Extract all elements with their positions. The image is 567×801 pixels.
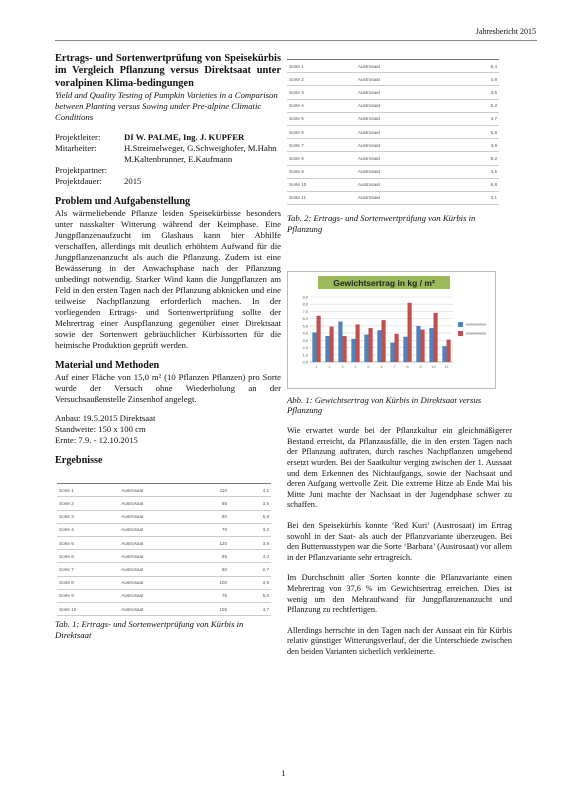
x-tick-label: 5 [367, 363, 370, 369]
table-row [57, 589, 271, 602]
table-cell: Sorte 6 [57, 550, 119, 563]
table-cell [229, 536, 241, 549]
x-tick-label: 6 [380, 363, 383, 369]
table-row [287, 165, 499, 178]
table-row [287, 191, 499, 204]
y-tick-label: 3,0 [302, 337, 308, 343]
table-cell: 70 [195, 523, 229, 536]
bar-series-2 [317, 315, 321, 361]
table-cell [440, 152, 453, 165]
table-cell: Sorte 4 [57, 523, 119, 536]
table-cell: 3,6 [241, 497, 271, 510]
table-cell [440, 112, 453, 125]
project-value: 2015 [124, 176, 142, 187]
table-cell: 75 [195, 589, 229, 602]
table-cell: 3,2 [241, 523, 271, 536]
table-row [57, 536, 271, 549]
table-cell: Austrosaat [356, 86, 440, 99]
table-row [287, 112, 499, 125]
table-row [57, 523, 271, 536]
table-cell: Sorte 1 [287, 60, 356, 73]
bar-series-1 [364, 334, 368, 361]
table-cell: Austrosaat [119, 602, 195, 615]
results-table-planting [287, 50, 499, 205]
table-cell [453, 139, 466, 152]
table-cell [453, 99, 466, 112]
bar-series-1 [442, 346, 446, 362]
table-cell: 5,0 [241, 589, 271, 602]
table-cell: 85 [195, 497, 229, 510]
table-cell [440, 191, 453, 204]
x-tick-label: 4 [354, 363, 357, 369]
table-cell: Austrosaat [119, 550, 195, 563]
left-column [55, 53, 281, 641]
table-header-row [287, 50, 499, 60]
table-cell: Austrosaat [356, 139, 440, 152]
table-cell [440, 60, 453, 73]
y-tick-label: 5,0 [302, 323, 308, 329]
bar-series-2 [382, 320, 386, 362]
x-tick-label: 3 [341, 363, 344, 369]
table-cell: Sorte 5 [287, 112, 356, 125]
bar-series-2 [356, 324, 360, 362]
table-cell: Sorte 8 [287, 152, 356, 165]
table-cell: 90 [195, 510, 229, 523]
page-number: 1 [281, 768, 286, 778]
article-subtitle: Yield and Quality Testing of Pumpkin Varieties in a Comparison between Planting versus Sowing under Pre-alpine Climatic Conditions [55, 90, 278, 123]
bar-series-2 [421, 329, 425, 362]
table-cell [229, 484, 241, 497]
bar-series-1 [325, 336, 329, 362]
table-cell: 100 [195, 576, 229, 589]
table-cell [440, 99, 453, 112]
y-tick-label: 2,0 [302, 344, 308, 350]
problem-text: Als wärmeliebende Pflanze leiden Speisekürbisse besonders unter nasskalter Witterung während der Keimphase. Eine Jungpflanzenaufzucht im Glashaus kann hier Abhilfe verschaffen, allerdings mit deutlich erhöhtem Aufwand für die Jungpflanzenanzucht als auch die Pflanzung. Zudem ist eine Bewässerung in der Anwachsphase nach der Pflanzung unbedingt notwendig. Starker Wind kann die Jungpflanzen am Feld in den ersten Tagen nach der Pflanzung abknicken und eine teilweise Nachpflanzung erforderlich machen. In der vorliegenden Ertrags- und Sortenwertprüfung sollte der Mehrertrag einer Auspflanzung gegenüber einer Direktsaat sowie der Sortenwert gebräuchlicher Kürbissorten für die heimische Produktion geprüft werden. [55, 208, 281, 351]
table-row [57, 484, 271, 497]
table-cell: 6,8 [465, 178, 499, 191]
table-cell [229, 523, 241, 536]
table-cell: Sorte 9 [287, 165, 356, 178]
table-cell: 4,5 [465, 165, 499, 178]
bar-series-2 [434, 313, 438, 362]
legend-swatch [458, 331, 463, 336]
x-tick-label: 7 [393, 363, 396, 369]
x-tick-label: 11 [444, 363, 449, 369]
y-tick-label: 0,0 [302, 359, 308, 365]
table-cell [229, 589, 241, 602]
table-cell: Sorte 11 [287, 191, 356, 204]
y-tick-label: 1,0 [302, 351, 308, 357]
table-1-caption: Tab. 1: Ertrags- und Sortenwertprüfung von Kürbis in Direktsaat [55, 619, 244, 640]
table-cell [440, 165, 453, 178]
bar-series-1 [390, 342, 394, 362]
table-cell: 4,4 [241, 550, 271, 563]
table-cell [229, 563, 241, 576]
table-row [57, 563, 271, 576]
table-cell: Sorte 5 [57, 536, 119, 549]
x-tick-label: 10 [431, 363, 436, 369]
table-cell [453, 73, 466, 86]
table-cell: 3,1 [465, 191, 499, 204]
table-cell: Austrosaat [119, 523, 195, 536]
y-tick-label: 9,0 [302, 294, 308, 300]
table-cell [229, 576, 241, 589]
table-cell [229, 602, 241, 615]
table-2 [287, 50, 499, 205]
table-row [57, 602, 271, 615]
table-row [287, 60, 499, 73]
table-cell [453, 125, 466, 138]
yield-chart [287, 271, 496, 389]
table-cell [453, 191, 466, 204]
table-row [57, 576, 271, 589]
results-table-direct-sowing [57, 474, 271, 616]
y-tick-label: 7,0 [302, 308, 308, 314]
table-cell [453, 178, 466, 191]
table-cell: 3,5 [241, 576, 271, 589]
table-cell [440, 178, 453, 191]
table-cell [229, 510, 241, 523]
article-title: Ertrags- und Sortenwertprüfung von Speisekürbis im Vergleich Pflanzung versus Direktsaat unter voralpinen Klima-bedingungen [55, 53, 281, 89]
table-cell: 4,7 [241, 602, 271, 615]
discussion-paragraph: Allerdings herrschte in den Tagen nach der Aussaat ein für Kürbis relativ günstiger Witterungsverlauf, der die Unterschiede zwischen den beiden Varianten sicherlich verkleinerte. [287, 625, 512, 656]
table-cell: 8,2 [465, 152, 499, 165]
methods-text: Auf einer Fläche von 15,0 m² (10 Pflanzen Pflanzen) pro Sorte wurde der Versuch ohne Wiederholung an der Versuchsaußenstelle Zinsenhof angelegt. [55, 372, 281, 405]
table-cell: Sorte 7 [57, 563, 119, 576]
x-tick-label: 9 [419, 363, 422, 369]
heading-methods: Material und Methoden [55, 360, 160, 372]
table-cell: Austrosaat [119, 563, 195, 576]
table-cell [440, 73, 453, 86]
table-cell: Sorte 6 [287, 125, 356, 138]
project-key: Projektdauer: [55, 176, 102, 187]
table-cell: 110 [195, 484, 229, 497]
table-cell: Austrosaat [119, 484, 195, 497]
bar-series-2 [343, 336, 347, 362]
table-cell: 95 [195, 550, 229, 563]
table-cell: Sorte 3 [287, 86, 356, 99]
x-tick-label: 1 [315, 363, 318, 369]
table-cell [453, 86, 466, 99]
table-cell: Austrosaat [356, 191, 440, 204]
project-row [55, 176, 281, 187]
x-tick-label: 8 [406, 363, 409, 369]
table-row [287, 139, 499, 152]
table-row [287, 152, 499, 165]
project-row [55, 132, 281, 143]
discussion-paragraph: Bei den Speisekürbis konnte ‘Red Kuri’ (Austrosaat) im Ertrag sowohl in der Saat- als auch der Pflanzvariante überzeugen. Bei den Butternusstypen war die Sorte ‘Barbara’ (Austrosaat) vor allem in der Pflanzvariante sehr ertragreich. [287, 521, 512, 562]
table-cell: 3,8 [241, 536, 271, 549]
project-key: Projektpartner: [55, 165, 108, 176]
project-info [55, 132, 281, 187]
table-cell: 105 [195, 602, 229, 615]
bar-series-2 [395, 333, 399, 361]
table-cell: Austrosaat [119, 536, 195, 549]
table-cell: Austrosaat [356, 125, 440, 138]
table-cell: Austrosaat [119, 510, 195, 523]
bar-series-1 [403, 336, 407, 361]
discussion [287, 426, 512, 657]
heading-problem: Problem und Aufgabenstellung [55, 196, 191, 208]
table-cell [440, 139, 453, 152]
table-cell [453, 152, 466, 165]
table-cell: Sorte 3 [57, 510, 119, 523]
y-tick-label: 4,0 [302, 330, 308, 336]
table-cell: Austrosaat [119, 589, 195, 602]
table-cell: Austrosaat [356, 99, 440, 112]
bar-series-2 [408, 302, 412, 361]
table-cell [453, 60, 466, 73]
table-1 [57, 474, 271, 616]
bar-series-1 [429, 328, 433, 362]
project-value: H.Streimelweger, G.Schweighofer, M.Hahn M.Kaltenbrunner, E.Kaufmann [124, 143, 277, 165]
bar-series-1 [351, 339, 355, 362]
y-tick-label: 8,0 [302, 301, 308, 307]
table-cell: 3,9 [465, 139, 499, 152]
figure-1-caption: Abb. 1: Gewichtsertrag von Kürbis in Direktsaat versus Pflanzung [287, 394, 482, 416]
table-cell: Sorte 9 [57, 589, 119, 602]
legend-swatch [458, 322, 463, 327]
table-cell [229, 550, 241, 563]
yield-chart-svg [288, 272, 495, 388]
table-cell: Sorte 1 [57, 484, 119, 497]
heading-results: Ergebnisse [55, 455, 103, 467]
table-cell: Austrosaat [356, 60, 440, 73]
methods-date: Anbau: 19.5.2015 Direktsaat [55, 413, 156, 424]
table-cell [453, 112, 466, 125]
right-column [287, 50, 512, 668]
bar-series-1 [377, 330, 381, 362]
table-cell: 4,1 [241, 484, 271, 497]
bar-series-2 [447, 339, 451, 361]
table-cell: Austrosaat [119, 576, 195, 589]
table-row [57, 550, 271, 563]
table-cell: 60 [195, 563, 229, 576]
table-cell: Sorte 8 [57, 576, 119, 589]
table-cell: 4,7 [465, 112, 499, 125]
methods-date: Standweite: 150 x 100 cm [55, 424, 146, 435]
header-divider [55, 40, 537, 41]
table-cell: Sorte 2 [57, 497, 119, 510]
table-cell: 6,4 [465, 60, 499, 73]
table-cell: 120 [195, 536, 229, 549]
table-row [57, 497, 271, 510]
table-cell: 3,6 [465, 86, 499, 99]
x-tick-label: 2 [328, 363, 331, 369]
table-cell: Sorte 10 [57, 602, 119, 615]
table-cell: 4,9 [465, 73, 499, 86]
y-tick-label: 6,0 [302, 315, 308, 321]
project-value: DI W. PALME, Ing. J. KUPFER [124, 132, 245, 143]
project-key: Mitarbeiter: [55, 143, 97, 154]
project-row [55, 143, 281, 165]
bar-series-1 [416, 326, 420, 362]
bar-series-1 [338, 321, 342, 361]
table-cell: Austrosaat [356, 178, 440, 191]
table-row [287, 178, 499, 191]
table-row [287, 125, 499, 138]
chart-title: Gewichtsertrag in kg / m² [333, 277, 435, 288]
project-value [124, 165, 281, 176]
report-header: Jahresbericht 2015 [475, 27, 536, 36]
table-cell: Sorte 7 [287, 139, 356, 152]
table-row [57, 510, 271, 523]
project-key: Projektleiter: [55, 132, 101, 143]
table-cell: Austrosaat [356, 165, 440, 178]
table-cell: 2,7 [241, 563, 271, 576]
table-cell [440, 125, 453, 138]
table-row [287, 99, 499, 112]
table-cell [229, 497, 241, 510]
table-cell: 5,8 [465, 125, 499, 138]
bar-series-2 [369, 328, 373, 362]
table-cell: Austrosaat [356, 152, 440, 165]
table-cell [440, 86, 453, 99]
table-cell: Austrosaat [119, 497, 195, 510]
methods-date: Ernte: 7.9. - 12.10.2015 [55, 435, 138, 446]
project-row [55, 165, 281, 176]
table-cell: Sorte 10 [287, 178, 356, 191]
table-2-caption: Tab. 2: Ertrags- und Sortenwertprüfung von Kürbis in Pflanzung [287, 213, 476, 234]
table-row [287, 73, 499, 86]
bar-series-1 [312, 332, 316, 362]
bar-series-2 [330, 326, 334, 361]
table-cell: Austrosaat [356, 112, 440, 125]
table-cell: 5,6 [241, 510, 271, 523]
discussion-paragraph: Wie erwartet wurde bei der Pflanzkultur ein gleichmäßigerer Bestand erreicht, da Pflanzausfälle, die in den ersten Tagen nach der Pflanzung auftraten, durch rasches Nachpflanzen umgehend ersetzt wurden. Bei der Saatkultur verging zwischen der 1. Aussaat und dem Erkennen des Nichtaufgangs, sowie der Nachsaat und deren Aufgang wertvolle Zeit. Die extreme Hitze ab Ende Mai bis Mitte Juni machte der Nachsaat in der Jugendphase schwer zu schaffen. [287, 426, 512, 510]
table-header-row [57, 474, 271, 484]
table-cell: 5,2 [465, 99, 499, 112]
table-cell: Austrosaat [356, 73, 440, 86]
table-cell: Sorte 2 [287, 73, 356, 86]
table-cell: Sorte 4 [287, 99, 356, 112]
discussion-paragraph: Im Durchschnitt aller Sorten konnte die Pflanzvariante einen Mehrertrag von 37,6 % im Gewichtsertrag erreichen. Dies ist wenig um den Mehraufwand für Jungpflanzenanzucht und Pflanzung zu rechtfertigen. [287, 573, 512, 615]
table-cell [453, 165, 466, 178]
table-row [287, 86, 499, 99]
